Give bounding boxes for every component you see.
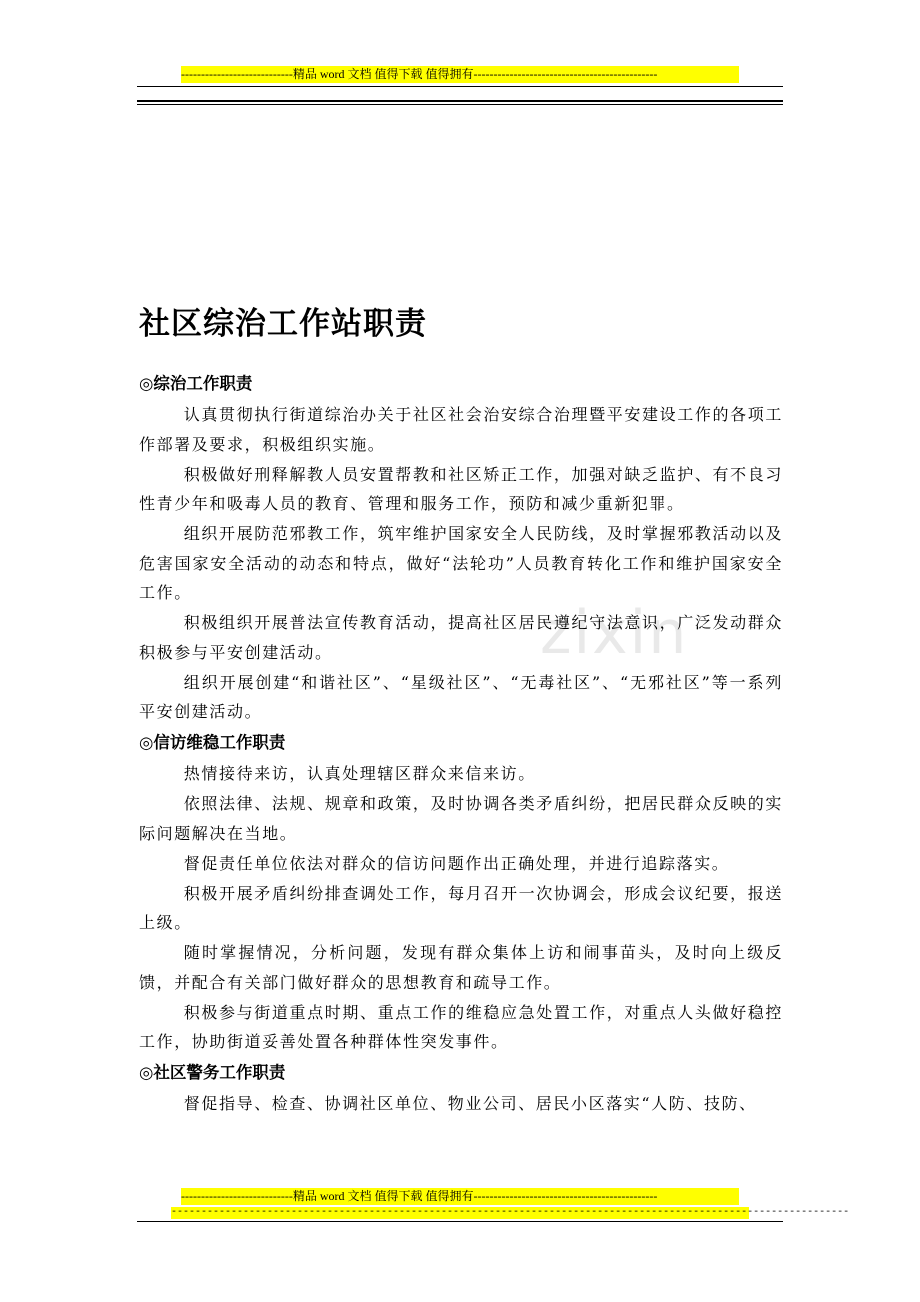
paragraph: 督促责任单位依法对群众的信访问题作出正确处理，并进行追踪落实。: [183, 853, 730, 873]
section-heading: ◎信访维稳工作职责: [139, 733, 286, 752]
paragraph: 积极做好刑释解教人员安置帮教和社区矫正工作，加强对缺乏监护、有不良习性青少年和吸毒人员的教育、管理和服务工作，预防和减少重新犯罪。: [139, 464, 783, 513]
paragraph: 依照法律、法规、规章和政策，及时协调各类矛盾纠纷，把居民群众反映的实际问题解决在当地。: [139, 794, 783, 843]
section-heading: ◎综治工作职责: [139, 374, 253, 393]
paragraph: 随时掌握情况，分析问题，发现有群众集体上访和闹事苗头，及时向上级反馈，并配合有关部门做好群众的思想教育和疏导工作。: [139, 943, 783, 992]
header-rule-thin: [137, 86, 783, 87]
document-body: [139, 368, 783, 1119]
paragraph: 督促指导、检查、协调社区单位、物业公司、居民小区落实“人防、技防、: [183, 1094, 757, 1113]
footer-dash-line: -----------------------------------------------------------------------------------------------------------------: [171, 1207, 850, 1218]
header-banner: ----------------------------精品 word 文档 值得下载 值得拥有----------------------------------------------: [181, 66, 739, 83]
header-rule-bottom: [137, 104, 783, 105]
paragraph: 积极组织开展普法宣传教育活动，提高社区居民遵纪守法意识，广泛发动群众积极参与平安创建活动。: [139, 613, 783, 662]
section-petition-stability: [139, 727, 783, 1057]
footer-rule: [137, 1221, 783, 1222]
section-comprehensive: [139, 368, 783, 727]
section-police: [139, 1057, 783, 1119]
watermark: zixin: [540, 598, 689, 668]
section-heading: ◎社区警务工作职责: [139, 1063, 286, 1082]
page-title: 社区综治工作站职责: [139, 306, 427, 342]
paragraph: 积极开展矛盾纠纷排查调处工作，每月召开一次协调会，形成会议纪要，报送上级。: [139, 883, 783, 932]
paragraph: 组织开展创建“和谐社区”、“星级社区”、“无毒社区”、“无邪社区”等一系列平安创建活动。: [139, 672, 783, 721]
header-rule-thick: [137, 100, 783, 102]
paragraph: 热情接待来访，认真处理辖区群众来信来访。: [183, 764, 536, 783]
paragraph: 组织开展防范邪教工作，筑牢维护国家安全人民防线，及时掌握邪教活动以及危害国家安全活动的动态和特点，做好“法轮功”人员教育转化工作和维护国家安全工作。: [139, 524, 783, 602]
paragraph: 认真贯彻执行街道综治办关于社区社会治安综合治理暨平安建设工作的各项工作部署及要求，积极组织实施。: [139, 405, 783, 454]
footer-banner: ----------------------------精品 word 文档 值得下载 值得拥有----------------------------------------------: [181, 1188, 739, 1205]
paragraph: 积极参与街道重点时期、重点工作的维稳应急处置工作，对重点人头做好稳控工作，协助街道妥善处置各种群体性突发事件。: [139, 1002, 783, 1051]
